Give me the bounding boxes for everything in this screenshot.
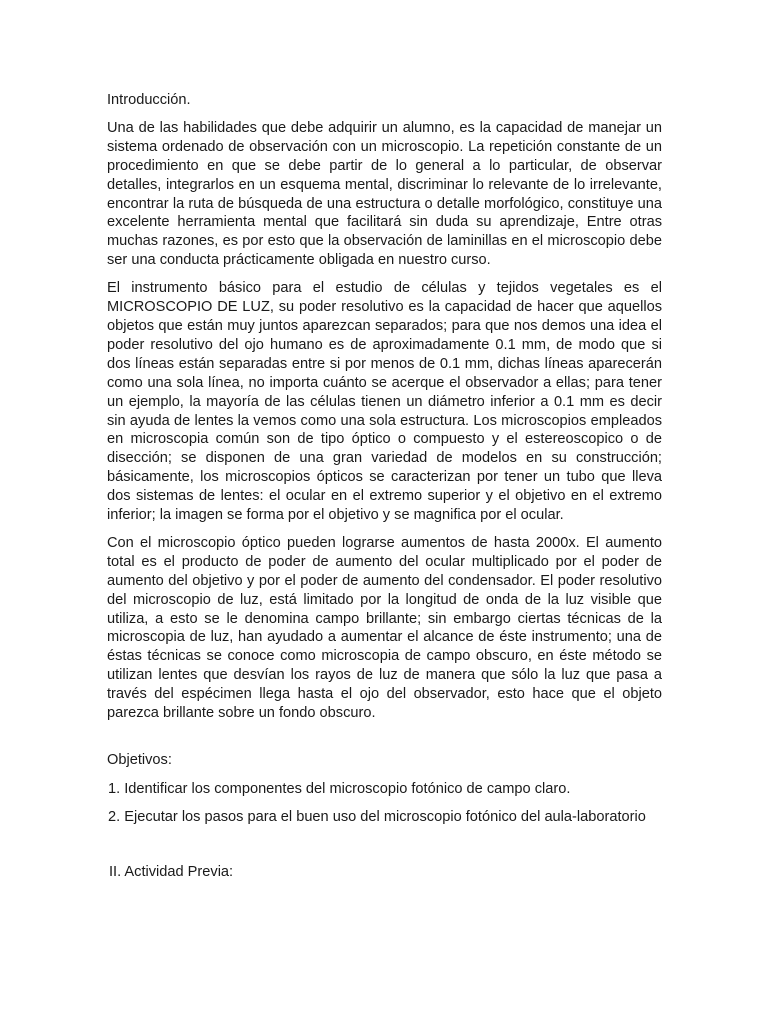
section-heading-actividad-previa: II. Actividad Previa:	[109, 863, 234, 880]
document-page	[107, 91, 662, 882]
objective-item-2: 2. Ejecutar los pasos para el buen uso del microscopio fotónico del aula-laboratorio	[108, 808, 646, 825]
intro-heading: Introducción.	[107, 92, 191, 108]
objective-item-1: 1. Identificar los componentes del microscopio fotónico de campo claro.	[108, 780, 571, 797]
intro-paragraph-1: Una de las habilidades que debe adquirir un alumno, es la capacidad de manejar un sistema ordenado de observación con un microscopio. La repetición constante de un procedimiento en que se debe partir de lo general a lo particular, de observar detalles, integrarlos en un esquema mental, discriminar lo relevante de lo irrelevante, encontrar la ruta de búsqueda de una estructura o detalle morfológico, constituye una excelente herramienta mental que facilitará sin duda su aprendizaje, Entre otras muchas razones, es por esto que la observación de laminillas en el microscopio debe ser una conducta prácticamente obligada en nuestro curso.	[107, 119, 662, 269]
intro-paragraph-3: Con el microscopio óptico pueden lograrse aumentos de hasta 2000x. El aumento total es el producto de poder de aumento del ocular multiplicado por el poder de aumento del objetivo y por el poder de aumento del condensador. El poder resolutivo del microscopio de luz, está limitado por la longitud de onda de la luz visible que utiliza, a esto se le denomina campo brillante; sin embargo ciertas técnicas de la microscopia de luz, han ayudado a aumentar el alcance de éste instrumento; una de éstas técnicas se conoce como microscopia de campo obscuro, en éste método se utilizan lentes que desvían los rayos de luz de manera que sólo la luz que pasa a través del espécimen llega hasta el ojo del observador, esto hace que el objeto parezca brillante sobre un fondo obscuro.	[107, 534, 662, 722]
intro-paragraph-2: El instrumento básico para el estudio de células y tejidos vegetales es el MICROSCOPIO DE LUZ, su poder resolutivo es la capacidad de hacer que aquellos objetos que están muy juntos aparezcan separados; para que nos demos una idea el poder resolutivo del ojo humano es de aproximadamente 0.1 mm, de modo que si dos líneas están separadas entre si por menos de 0.1 mm, dichas líneas aparecerán como una sola línea, no importa cuánto se acerque el observador a ellas; para tener un ejemplo, la mayoría de las células tienen un diámetro inferior a 0.1 mm es decir sin ayuda de lentes la vemos como una sola estructura. Los microscopios empleados en microscopia común son de tipo óptico o compuesto y el estereoscopico o de disección; se disponen de una gran variedad de modelos en su construcción; básicamente, los microscopios ópticos se caracterizan por tener un tubo que lleva dos sistemas de lentes: el ocular en el extremo superior y el objetivo en el extremo inferior; la imagen se forma por el objetivo y se magnifica por el ocular.	[107, 280, 662, 524]
objectives-heading: Objetivos:	[107, 752, 172, 768]
